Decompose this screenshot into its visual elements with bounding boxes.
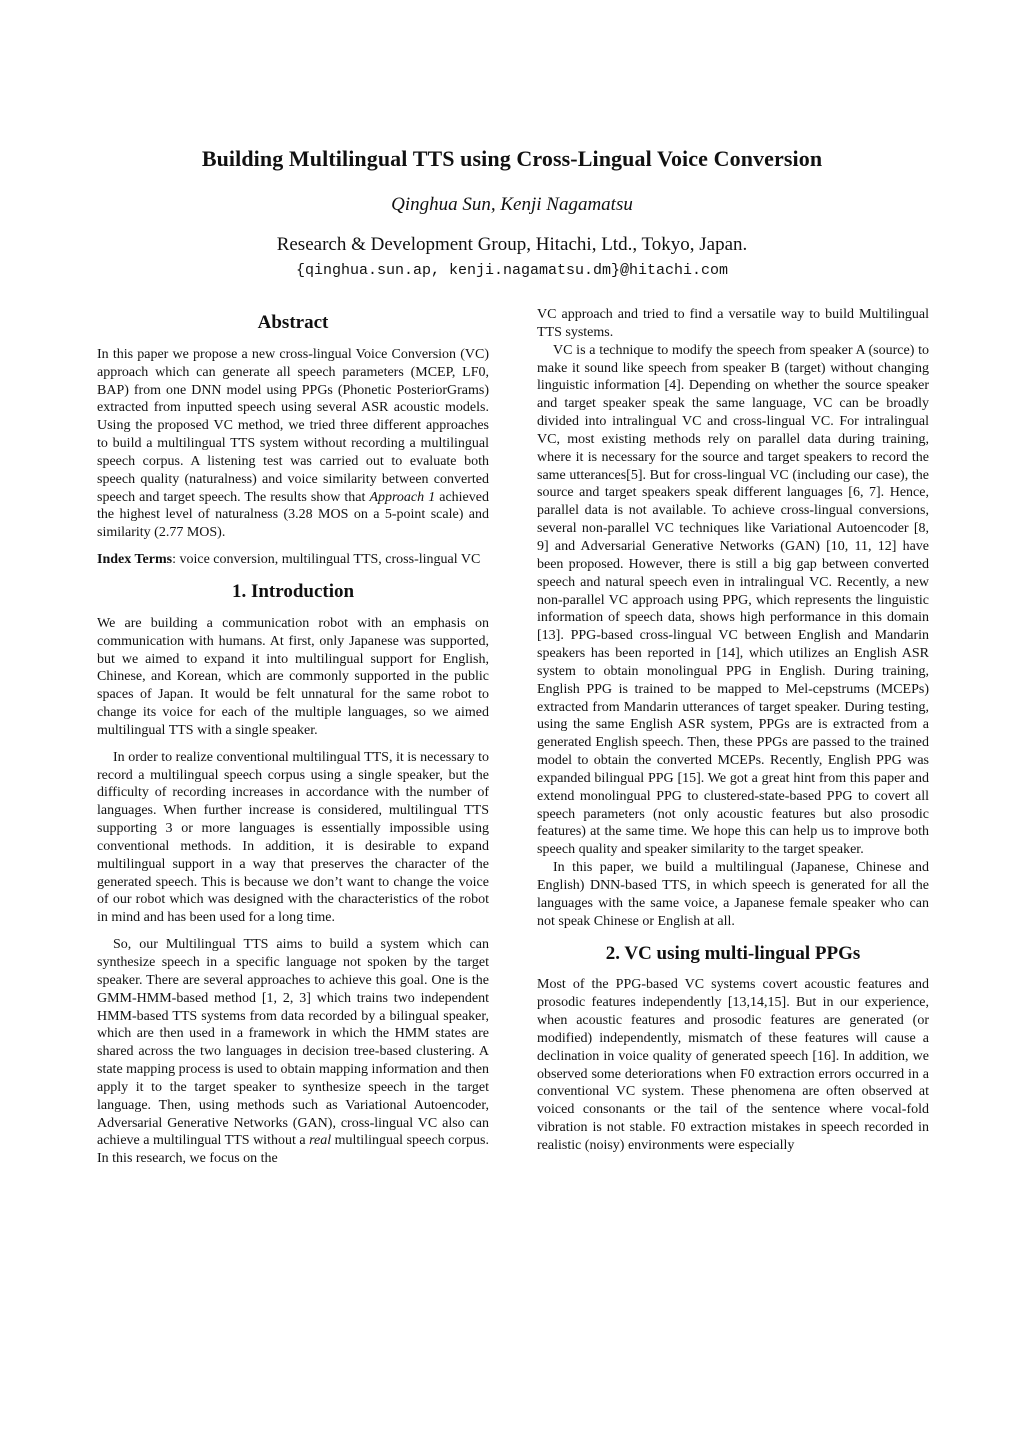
section-2-heading: 2. VC using multi-lingual PPGs <box>605 942 861 964</box>
intro-paragraph-6: In this paper, we build a multilingual (Japanese, Chinese and English) DNN-based TTS, in which speech is generated for all the languages with the same voice, a Japanese female speaker who can not speak Chinese or English at all. <box>537 860 929 929</box>
authors: Qinghua Sun, Kenji Nagamatsu <box>391 194 633 215</box>
intro-paragraph-1: We are building a communication robot with an emphasis on communication with humans. At first, only Japanese was supported, but we aimed to expand it into multilingual support for English, Chinese, and Korean, which are commonly supported in the public spaces of Japan. It would be felt unnatural for the same robot to change its voice for each of the multiple languages, so we aimed multilingual TTS with a single speaker. <box>97 615 489 738</box>
index-terms-text: : voice conversion, multilingual TTS, cross-lingual VC <box>172 552 481 568</box>
intro-paragraph-3-b: multilingual speech corpus. In this research, we focus on the <box>97 1133 490 1167</box>
abstract-text-b: achieved the highest level of naturalness (3.28 MOS on a 5-point scale) and similarity (2.77 MOS). <box>97 489 489 541</box>
intro-paragraph-3-a: So, our Multilingual TTS aims to build a system which can synthesize speech in a specific language not spoken by the target speaker. There are several approaches to achieve this goal. One is the GMM-HMM-based method [1, 2, 3] which trains two independent HMM-based TTS systems from data recorded by a bilingual speaker, which are then used in a framework in which the HMM states are shared across the two languages in decision tree-based clustering. A state mapping process is used to obtain mapping information and then apply it to the target speaker to synthesize speech in the target language. Then, using methods such as Variational Autoencoder, Adversarial Generative Networks (GAN), cross-lingual VC also can achieve a multilingual TTS without a <box>97 937 489 1149</box>
affiliation: Research & Development Group, Hitachi, Ltd., Tokyo, Japan. <box>276 234 748 255</box>
left-column <box>97 306 489 1168</box>
intro-paragraph-5: VC is a technique to modify the speech from speaker A (source) to make it sound like speech from speaker B (target) without changing linguistic information [4]. Depending on whether the source speaker and target speaker speak the same language, VC can be broadly divided into intralingual VC and cross-lingual VC. For intralingual VC, most existing methods rely on parallel data during training, where it is necessary for the source and target speakers to record the same utterances[5]. But for cross-lingual VC (including our case), the source and target speakers speak different languages [6, 7]. Hence, parallel data is not available. To achieve cross-lingual conversions, several non-parallel VC techniques like Variational Autoencoder [8, 9] and Adversarial Generative Networks (GAN) [10, 11, 12] have been proposed. However, there is still a big gap between converted speech and natural speech even in intralingual VC. Recently, a new non-parallel VC approach using PPG, which represents the linguistic information of speech data, shows high performance in this domain [13]. PPG-based cross-lingual VC between English and Mandarin speakers has been reported in [14], which utilizes an English ASR system to obtain monolingual PPG in English. During training, English PPG is trained to be mapped to Mel-cepstrums (MCEPs) extracted from Mandarin utterances of target speaker. During testing, using the same English ASR system, PPGs are is extracted from a generated English speech. Then, these PPGs are passed to the trained model to obtain the converted MCEPs. Recently, English PPG was expanded bilingual PPG [15]. We got a great hint from this paper and extend monolingual PPG to clustered-state-based PPG to covert all speech parameters (not only acoustic features but also prosodic features) at the same time. We hope this can help us to improve both speech quality and speaker similarity to the target speaker. <box>537 342 929 858</box>
abstract-approach-name: Approach 1 <box>369 489 436 505</box>
abstract-heading: Abstract <box>257 312 329 333</box>
index-terms-label: Index Terms <box>97 552 173 568</box>
intro-paragraph-3-italic: real <box>309 1133 332 1149</box>
right-column <box>537 306 929 1155</box>
intro-paragraph-2: In order to realize conventional multilingual TTS, it is necessary to record a multilingual speech corpus using a single speaker, but the difficulty of recording increases in accordance with the number of languages. When further increase is considered, multilingual TTS supporting 3 or more languages is essentially impossible using conventional methods. In addition, it is desirable to expand multilingual support in a way that preserves the character of the generated speech. This is because we don’t want to change the voice of our robot which was designed with the characteristics of the robot in mind and has been used for a long time. <box>97 749 489 926</box>
paper-title: Building Multilingual TTS using Cross-Lingual Voice Conversion <box>201 146 823 171</box>
email[interactable]: {qinghua.sun.ap, kenji.nagamatsu.dm}@hitachi.com <box>295 262 729 279</box>
section-1-heading: 1. Introduction <box>231 580 355 602</box>
intro-paragraph-3 <box>97 936 489 1168</box>
section-2-paragraph-1: Most of the PPG-based VC systems covert acoustic features and prosodic features independently [13,14,15]. But in our experience, when acoustic features and prosodic features are generated (or modified) independently, mismatch of these features will cause a declination in voice quality of generated speech [16]. In addition, we observed some deteriorations when F0 extraction errors occurred in a conventional VC system. These phenomena are often observed at voiced consonants or the tail of the sentence where vocal-fold vibration is not stable. F0 extraction mistakes in speech recorded in realistic (noisy) environments were especially <box>537 977 929 1153</box>
abstract-text <box>97 346 489 542</box>
abstract-text-a: In this paper we propose a new cross-lingual Voice Conversion (VC) approach which can generate all speech parameters (MCEP, LF0, BAP) from one DNN model using PPGs (Phonetic PosteriorGrams) extracted from inputted speech using several ASR acoustic models. Using the proposed VC method, we tried three different approaches to build a multilingual TTS system without recording a multilingual speech corpus. A listening test was carried out to evaluate both speech quality (naturalness) and voice similarity between converted speech and target speech. The results show that <box>97 346 489 505</box>
index-terms <box>97 551 489 569</box>
intro-paragraph-4: VC approach and tried to find a versatile way to build Multilingual TTS systems. <box>537 307 929 340</box>
